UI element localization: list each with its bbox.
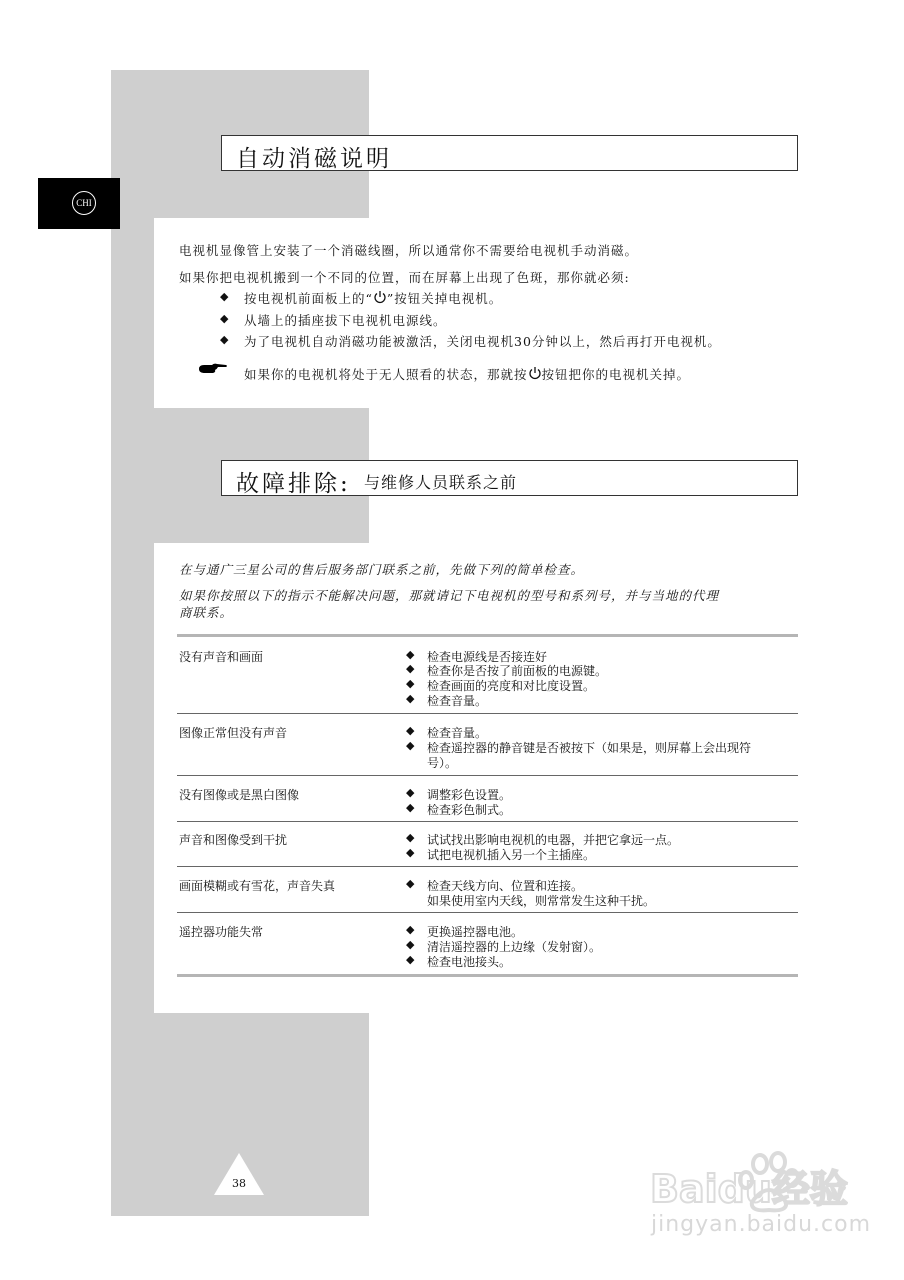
diamond-bullet-icon: ◆ [406,877,415,890]
watermark-url: jingyan.baidu.com [651,1212,872,1237]
section2-title-box [221,460,798,496]
table-row-divider [177,775,798,776]
language-tab [38,178,120,229]
table-row-problem: 画面模糊或有雪花，声音失真 [179,879,336,893]
table-row-divider [177,866,798,867]
table-row-remedy: 检查遥控器的静音键是否被按下（如果是，则屏幕上会出现符 [427,741,752,755]
page-number: 38 [232,1177,246,1190]
table-row-remedy: 清洁遥控器的上边缘（发射窗）。 [427,940,602,954]
section1-note [244,365,690,383]
table-row-remedy: 检查音量。 [427,694,488,708]
table-row-remedy: 检查电源线是否接连好 [427,650,548,664]
power-icon [373,290,387,304]
bullet-3: 为了电视机自动消磁功能被激活，关闭电视机30分钟以上，然后再打开电视机。 [244,334,721,349]
diamond-bullet-icon: ◆ [220,312,229,325]
section1-title-box [221,135,798,171]
pointing-hand-icon [198,360,228,376]
table-row-remedy: 调整彩色设置。 [427,788,512,802]
power-icon [528,366,542,380]
diamond-bullet-icon: ◆ [406,677,415,690]
diamond-bullet-icon: ◆ [406,739,415,752]
section2-intro-2-line2: 商联系。 [179,605,234,620]
table-row-remedy: 检查彩色制式。 [427,803,512,817]
section1-intro: 电视机显像管上安装了一个消磁线圈，所以通常你不需要给电视机手动消磁。 [179,243,639,258]
bullet-1-text-b: ”按钮关掉电视机。 [386,291,503,306]
table-row-remedy: 如果使用室内天线，则常常发生这种干扰。 [427,894,656,908]
diamond-bullet-icon: ◆ [406,801,415,814]
table-row-remedy: 试把电视机插入另一个主插座。 [427,848,596,862]
table-row-remedy: 检查电池接头。 [427,955,512,969]
table-row-problem: 声音和图像受到干扰 [179,833,288,847]
section2-intro-1: 在与通广三星公司的售后服务部门联系之前，先做下列的简单检查。 [179,562,585,577]
diamond-bullet-icon: ◆ [406,786,415,799]
diamond-bullet-icon: ◆ [406,953,415,966]
table-row-remedy: 检查音量。 [427,726,488,740]
language-tab-label: CHI [72,191,96,215]
table-row-remedy-continued: 号）。 [427,756,458,770]
section2-title: 故障排除: [236,471,351,497]
diamond-bullet-icon: ◆ [220,290,229,303]
table-row-problem: 没有声音和画面 [179,650,264,664]
diamond-bullet-icon: ◆ [406,692,415,705]
baidu-watermark-logo [648,1150,858,1260]
table-row-divider [177,912,798,913]
diamond-bullet-icon: ◆ [406,938,415,951]
table-top-rule [177,634,798,637]
diamond-bullet-icon: ◆ [406,846,415,859]
table-row-problem: 图像正常但没有声音 [179,726,288,740]
watermark-logo-text: Baidu经验 [650,1167,848,1211]
bullet-1 [244,289,502,307]
section2-intro-2-line1: 如果你按照以下的指示不能解决问题，那就请记下电视机的型号和系列号，并与当地的代理 [179,588,720,603]
table-row-problem: 没有图像或是黑白图像 [179,788,300,802]
diamond-bullet-icon: ◆ [406,648,415,661]
table-row-remedy: 试试找出影响电视机的电器，并把它拿远一点。 [427,833,680,847]
table-row-remedy: 更换遥控器电池。 [427,925,524,939]
diamond-bullet-icon: ◆ [406,831,415,844]
table-row-divider [177,821,798,822]
diamond-bullet-icon: ◆ [406,923,415,936]
bullet-1-text-a: 按电视机前面板上的“ [244,291,373,306]
note-text-a: 如果你的电视机将处于无人照看的状态，那就按 [244,367,528,382]
note-text-b: 按钮把你的电视机关掉。 [541,367,691,382]
diamond-bullet-icon: ◆ [220,333,229,346]
table-row-problem: 遥控器功能失常 [179,925,264,939]
table-row-remedy: 检查你是否按了前面板的电源键。 [427,664,608,678]
diamond-bullet-icon: ◆ [406,662,415,675]
table-row-remedy: 检查天线方向、位置和连接。 [427,879,584,893]
table-bottom-rule [177,974,798,977]
section1-condition: 如果你把电视机搬到一个不同的位置，而在屏幕上出现了色斑，那你就必须: [179,270,630,285]
section1-title: 自动消磁说明 [236,146,392,172]
diamond-bullet-icon: ◆ [406,724,415,737]
table-row-divider [177,713,798,714]
section2-subtitle: 与维修人员联系之前 [364,473,518,492]
bullet-2: 从墙上的插座拔下电视机电源线。 [244,313,447,328]
table-row-remedy: 检查画面的亮度和对比度设置。 [427,679,596,693]
